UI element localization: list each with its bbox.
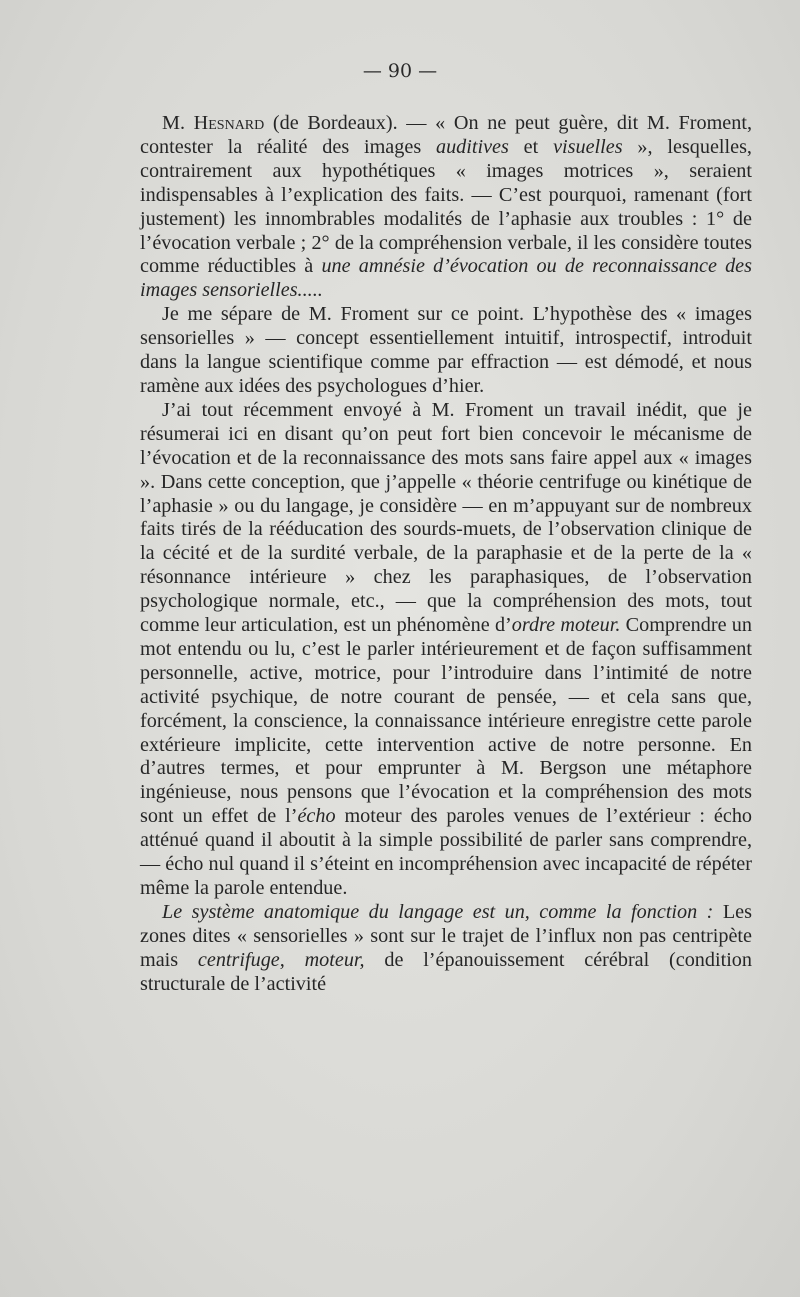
italic-phrase: une amnésie d’évocation ou de reconnaissance des images sensorielles..... [140,255,752,302]
text-segment: Comprendre un mot entendu ou lu, c’est le parler intérieurement et de façon suffisamment personnelle, active, motrice, pour l’introduire dans l’intimité de notre activité psychique, de notre courant de pensée, — et cela sans que, forcément, la conscience, la connaissance intérieure enregistre cette parole extérieure implicite, cette intervention active de notre personne. En d’autres termes, et pour emprunter à M. Bergson une métaphore ingénieuse, nous pensons que l’évocation et la compréhension des mots sont un effet de l’ [140,614,752,828]
italic-term: auditives [435,135,509,158]
text-segment: M. [162,112,194,134]
text-segment: J’ai tout récemment envoyé à M. Froment un travail inédit, que je résumerai ici en disant qu’on peut fort bien concevoir le mécanisme de l’évocation et de la reconnaissance des mots sans faire appel aux « images ». Dans cette conception, que j’appelle « théorie centrifuge ou kinétique de l’aphasie » ou du langage, je considère — en m’appuyant sur de nombreux faits tirés de la rééducation des sourds-muets, de l’observation clinique de la cécité et de la surdité verbale, de la paraphasie et de la perte de la « résonnance intérieure » chez les paraphasiques, de l’observation psychologique normale, etc., — que la compréhension des mots, tout comme leur articulation, est un phénomène d’ [140,398,752,637]
text-segment: de l’épanouissement cérébral (condition structurale de l’activité [140,948,752,995]
italic-term: visuelles [553,135,623,158]
italic-phrase: centrifuge, moteur, [197,948,365,971]
paragraph-3 [140,399,752,901]
text-segment: Je me sépare de M. Froment sur ce point. L’hypothèse des « images sensorielles » — concept essentiellement intuitif, introspectif, introduit dans la langue scientifique comme par effraction — est démodé, et nous ramène aux idées des psychologues d’hier. [140,303,752,397]
text-segment: moteur des paroles venues de l’extérieur : écho atténué quand il aboutit à la simple possibilité de parler sans comprendre, — écho nul quand il s’éteint en incompréhension avec incapacité de répéter même la parole entendue. [140,805,753,899]
page-number: — 90 — [362,60,438,82]
paragraph-4 [140,901,752,997]
text-segment: Les zones dites « sensorielles » sont sur le trajet de l’influx non pas centripète mais [140,900,752,971]
italic-phrase: ordre moteur. [511,614,621,637]
body-text [140,112,752,997]
text-segment: (de Bordeaux). — « On ne peut guère, dit M. Froment, contester la réalité des images [140,112,753,158]
text-segment: », lesquelles, contrairement aux hypothétiques « images motrices », seraient indispensables à l’explication des faits. — C’est pourquoi, ramenant (fort justement) les innombrables modalités de l’aphasie aux troubles : 1° de l’évocation verbale ; 2° de la compréhension verbale, il les considère toutes comme réductibles à [140,135,752,278]
author-name: Hesnard [193,112,265,134]
text-segment: et [508,135,554,158]
paragraph-2 [140,303,752,399]
italic-phrase: Le système anatomique du langage est un, comme la fonction : [162,900,714,923]
italic-term: écho [297,805,336,828]
paragraph-1 [140,112,752,303]
